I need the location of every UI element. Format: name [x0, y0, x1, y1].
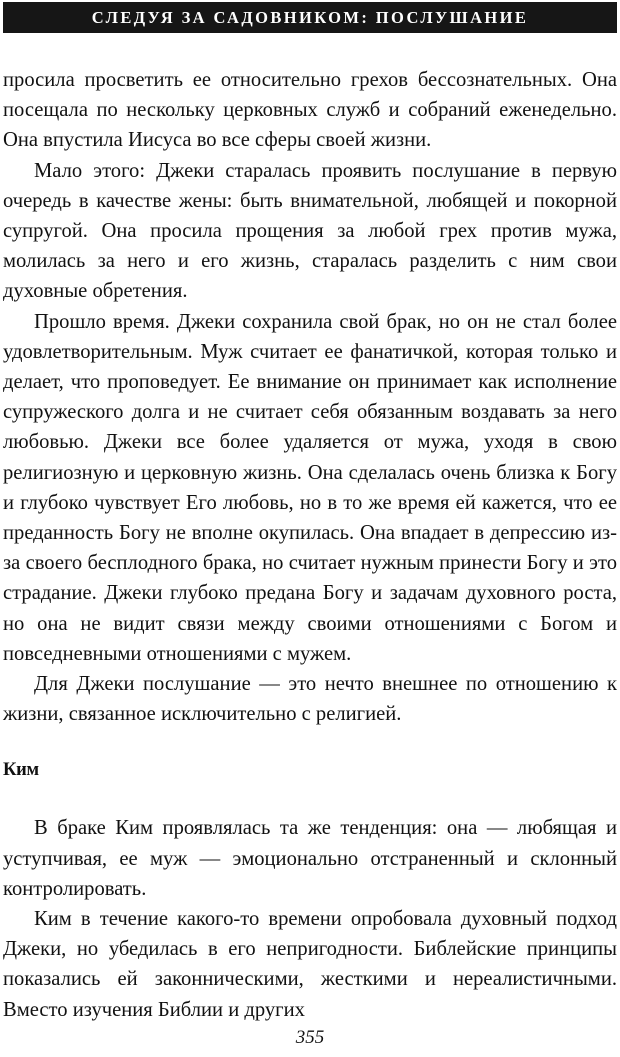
body-text [3, 65, 617, 1025]
paragraph: просила просветить ее относительно грехов бессознательных. Она посещала по нескольку церковных служб и собраний еженедельно. Она впустила Иисуса во все сферы своей жизни. [3, 69, 617, 152]
section-heading: Ким [3, 760, 39, 781]
paragraph: В браке Ким проявлялась та же тенденция: она — любящая и уступчивая, ее муж — эмоционально отстраненный и склонный контролировать. [3, 817, 617, 900]
paragraph: Мало этого: Джеки старалась проявить послушание в первую очередь в качестве жены: быть внимательной, любящей и покорной супругой. Она просила прощения за любой грех против мужа, молилась за него и его жизнь, старалась разделить с ним свои духовные обретения. [3, 159, 617, 303]
page-number: 355 [295, 1027, 325, 1048]
paragraph: Прошло время. Джеки сохранила свой брак, но он не стал более удовлетворительным. Муж считает ее фанатичкой, которая только и делает, что проповедует. Ее внимание он принимает как исполнение супружеского долга и не считает себя обязанным воздавать за него любовью. Джеки все более удаляется от мужа, уходя в свою религиозную и церковную жизнь. Она сделалась очень близка к Богу и глубоко чувствует Его любовь, но в то же время ей кажется, что ее преданность Богу не вполне окупилась. Она впадает в депрессию из-за своего бесплодного брака, но считает нужным принести Богу и это страдание. Джеки глубоко предана Богу и задачам духовного роста, но она не видит связи между своими отношениями с Богом и повседневными отношениями с мужем. [3, 310, 617, 665]
paragraph: Ким в течение какого-то времени опробовала духовный подход Джеки, но убедилась в его непригодности. Библейские принципы показались ей законническими, жесткими и нереалистичными. Вместо изучения Библии и других [3, 908, 617, 1021]
running-head: СЛЕДУЯ ЗА САДОВНИКОМ: ПОСЛУШАНИЕ [3, 2, 617, 33]
paragraph: Для Джеки послушание — это нечто внешнее по отношению к жизни, связанное исключительно с религией. [3, 673, 617, 726]
